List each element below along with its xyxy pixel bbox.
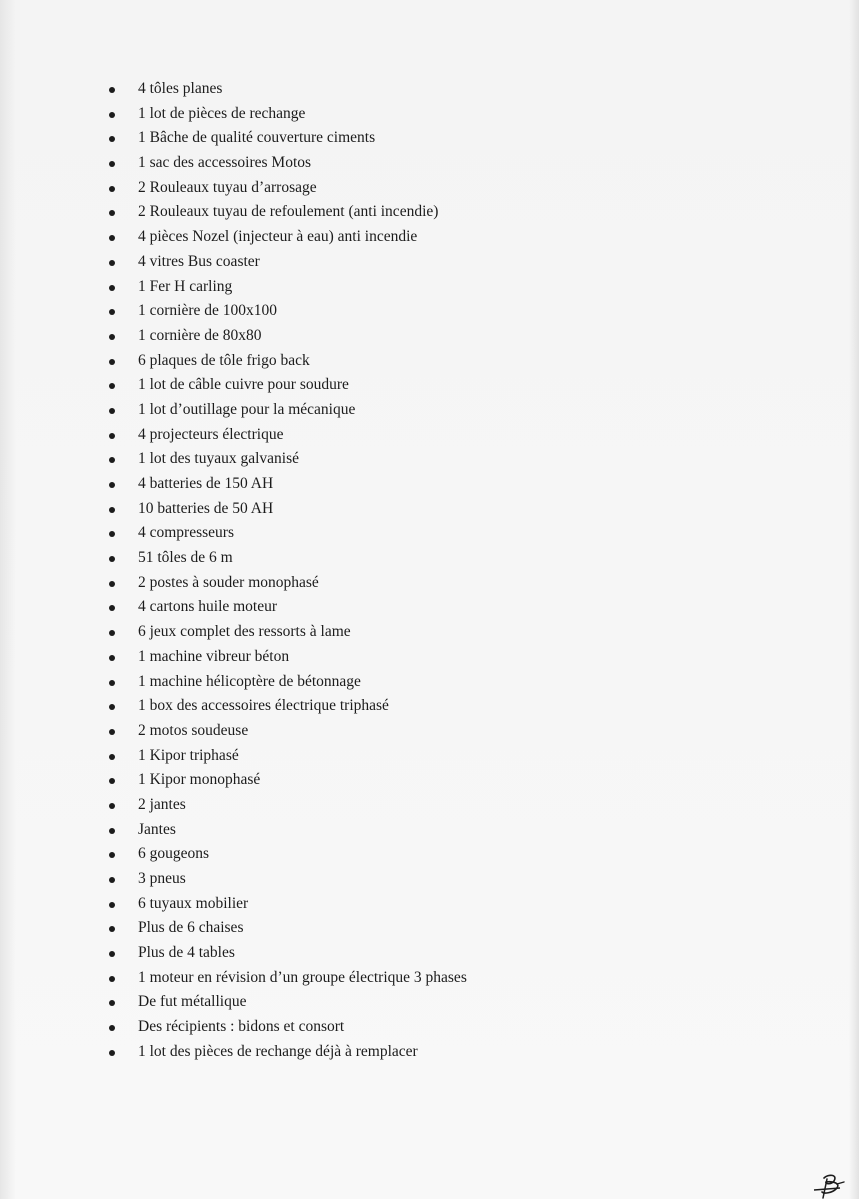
bullet-icon (109, 976, 115, 982)
list-item (104, 126, 467, 151)
list-item-text: 3 pneus (138, 870, 186, 887)
list-item-text: Plus de 4 tables (138, 944, 235, 962)
list-item (104, 744, 467, 769)
bullet-icon (109, 531, 115, 537)
list-item-text: 1 lot des tuyaux galvanisé (138, 450, 299, 468)
bullet-icon (109, 235, 115, 241)
item-list (104, 77, 467, 1065)
bullet-icon (109, 457, 115, 463)
list-item-text: 2 motos soudeuse (138, 721, 249, 739)
list-item-text: 4 vitres Bus coaster (138, 252, 260, 270)
list-item (104, 521, 467, 546)
list-item (104, 916, 467, 941)
list-item (104, 892, 467, 917)
list-item-text: 1 cornière de 80x80 (138, 326, 262, 344)
list-item-text: 4 compresseurs (138, 524, 234, 542)
bullet-icon (109, 186, 115, 192)
bullet-icon (109, 507, 115, 513)
bullet-icon (109, 1025, 115, 1031)
bullet-icon (109, 161, 115, 167)
list-item (104, 447, 467, 472)
bullet-icon (109, 828, 115, 834)
bullet-icon (109, 803, 115, 809)
list-item-text: 2 Rouleaux tuyau de refoulement (anti incendie) (138, 203, 439, 221)
list-item-text: 1 moteur en révision d’un groupe électrique 3 phases (138, 968, 467, 986)
bullet-icon (109, 605, 115, 611)
list-item (104, 102, 467, 127)
list-item (104, 472, 467, 497)
bullet-icon (109, 852, 115, 858)
list-item-text: 1 Fer H carling (138, 277, 233, 295)
list-item-text: 1 lot de pièces de rechange (138, 104, 306, 122)
list-item-text: 1 box des accessoires électrique triphasé (138, 697, 389, 715)
list-item-text: 2 postes à souder monophasé (138, 573, 319, 591)
list-item-text: 2 Rouleaux tuyau d’arrosage (138, 178, 317, 196)
list-item (104, 151, 467, 176)
bullet-icon (109, 1000, 115, 1006)
list-item (104, 373, 467, 398)
bullet-icon (109, 359, 115, 365)
list-item (104, 571, 467, 596)
bullet-icon (109, 112, 115, 118)
bullet-icon (109, 556, 115, 562)
list-item (104, 176, 467, 201)
list-item (104, 299, 467, 324)
list-item (104, 275, 467, 300)
list-item (104, 595, 467, 620)
list-item-text: 1 machine hélicoptère de bétonnage (138, 672, 361, 690)
list-item-text: 1 cornière de 100x100 (138, 302, 278, 320)
list-item-text: 6 gougeons (138, 845, 210, 863)
list-item (104, 423, 467, 448)
list-item-text: Des récipients : bidons et consort (138, 1018, 345, 1036)
list-item (104, 768, 467, 793)
bullet-icon (109, 210, 115, 216)
bullet-icon (109, 926, 115, 932)
list-item-text: Plus de 6 chaises (138, 919, 244, 937)
list-item (104, 1015, 467, 1040)
list-item (104, 546, 467, 571)
list-item (104, 77, 467, 102)
list-item-text: 1 lot d’outillage pour la mécanique (138, 400, 356, 418)
list-item-text: 4 batteries de 150 AH (138, 475, 274, 492)
bullet-icon (109, 754, 115, 760)
list-item-text: 6 plaques de tôle frigo back (138, 351, 310, 369)
list-item (104, 645, 467, 670)
list-item-text: 1 Kipor triphasé (138, 746, 239, 764)
list-item-text: 10 batteries de 50 AH (138, 499, 274, 517)
list-item (104, 818, 467, 843)
list-item-text: Jantes (138, 820, 176, 838)
list-item-text: 6 tuyaux mobilier (138, 894, 249, 912)
list-item (104, 225, 467, 250)
bullet-icon (109, 1050, 115, 1056)
bullet-icon (109, 778, 115, 784)
list-item-text: 4 tôles planes (138, 80, 223, 97)
list-item-text: 1 machine vibreur béton (138, 647, 290, 665)
list-item (104, 200, 467, 225)
list-item (104, 324, 467, 349)
list-item (104, 1040, 467, 1065)
bullet-icon (109, 285, 115, 291)
bullet-icon (109, 704, 115, 710)
list-item (104, 694, 467, 719)
bullet-icon (109, 334, 115, 340)
bullet-icon (109, 136, 115, 142)
list-item (104, 497, 467, 522)
list-item-text: 51 tôles de 6 m (138, 549, 233, 567)
list-item-text: 2 jantes (138, 795, 186, 813)
list-item-text: 4 cartons huile moteur (138, 598, 278, 616)
list-item (104, 398, 467, 423)
list-item-text: 1 Bâche de qualité couverture ciments (138, 129, 376, 147)
list-item (104, 719, 467, 744)
bullet-icon (109, 630, 115, 636)
bullet-icon (109, 729, 115, 735)
bullet-icon (109, 680, 115, 686)
list-item (104, 990, 467, 1015)
bullet-icon (109, 877, 115, 883)
bullet-icon (109, 902, 115, 908)
list-item-text: 1 lot des pièces de rechange déjà à remplacer (138, 1042, 418, 1060)
list-item-text: 1 Kipor monophasé (138, 771, 261, 789)
list-item (104, 620, 467, 645)
list-item-text: 6 jeux complet des ressorts à lame (138, 623, 351, 641)
list-item (104, 966, 467, 991)
list-item-text: De fut métallique (138, 993, 247, 1011)
bullet-icon (109, 383, 115, 389)
bullet-icon (109, 408, 115, 414)
list-item (104, 793, 467, 818)
list-item (104, 941, 467, 966)
bullet-icon (109, 309, 115, 315)
list-item (104, 349, 467, 374)
list-item (104, 842, 467, 867)
bullet-icon (109, 260, 115, 266)
bullet-icon (109, 433, 115, 439)
list-item-text: 4 pièces Nozel (injecteur à eau) anti incendie (138, 228, 418, 246)
bullet-icon (109, 951, 115, 957)
bullet-icon (109, 482, 115, 488)
bullet-icon (109, 87, 115, 93)
bullet-icon (109, 655, 115, 661)
list-item (104, 250, 467, 275)
list-item-text: 1 sac des accessoires Motos (138, 154, 312, 172)
list-item-text: 1 lot de câble cuivre pour soudure (138, 376, 349, 394)
signature-icon (810, 1170, 850, 1199)
list-item-text: 4 projecteurs électrique (138, 425, 284, 443)
list-item (104, 867, 467, 892)
list-item (104, 670, 467, 695)
bullet-icon (109, 581, 115, 587)
